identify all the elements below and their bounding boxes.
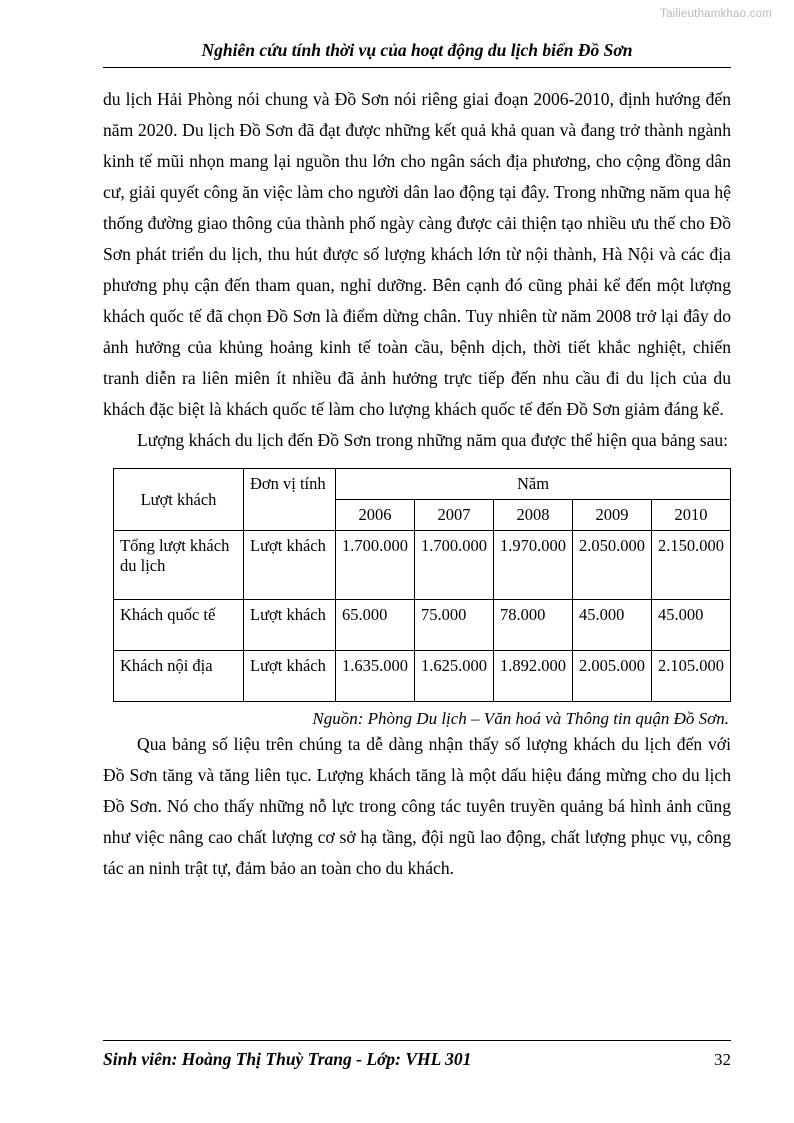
header-cell-category: Lượt khách — [114, 469, 244, 531]
header-cell-year-2006: 2006 — [336, 500, 415, 531]
header-cell-year-2007: 2007 — [415, 500, 494, 531]
table-row — [114, 531, 731, 600]
cell-international-2009: 45.000 — [573, 600, 652, 651]
cell-unit-total: Lượt khách — [244, 531, 336, 600]
cell-total-2007: 1.700.000 — [415, 531, 494, 600]
cell-domestic-2007: 1.625.000 — [415, 651, 494, 702]
cell-total-2008: 1.970.000 — [494, 531, 573, 600]
cell-international-2006: 65.000 — [336, 600, 415, 651]
table-row — [114, 651, 731, 702]
watermark-text: Tailieuthamkhao.com — [660, 8, 772, 20]
cell-international-2008: 78.000 — [494, 600, 573, 651]
table-row — [114, 600, 731, 651]
header-cell-year-2008: 2008 — [494, 500, 573, 531]
cell-international-2007: 75.000 — [415, 600, 494, 651]
header-cell-year-2009: 2009 — [573, 500, 652, 531]
page-content — [103, 40, 731, 884]
cell-total-2006: 1.700.000 — [336, 531, 415, 600]
header-cell-year-2010: 2010 — [652, 500, 731, 531]
cell-unit-international: Lượt khách — [244, 600, 336, 651]
header-divider — [103, 67, 731, 68]
table-header-row-1 — [114, 469, 731, 500]
footer-student-info: Sinh viên: Hoàng Thị Thuỳ Trang - Lớp: VHL 301 — [103, 1049, 472, 1069]
cell-domestic-2006: 1.635.000 — [336, 651, 415, 702]
cell-total-2010: 2.150.000 — [652, 531, 731, 600]
tourist-statistics-table-wrap — [113, 468, 731, 729]
running-header-title: Nghiên cứu tính thời vụ của hoạt động du lịch biển Đồ Sơn — [201, 40, 633, 60]
page-footer — [103, 1040, 731, 1070]
paragraph-analysis: Qua bảng số liệu trên chúng ta dễ dàng nhận thấy số lượng khách du lịch đến với Đồ Sơn tăng và tăng liên tục. Lượng khách tăng là một dấu hiệu đáng mừng cho du lịch Đồ Sơn. Nó cho thấy những nỗ lực trong công tác tuyên truyền quảng bá hình ảnh cũng như việc nâng cao chất lượng cơ sở hạ tầng, đội ngũ lao động, chất lượng phục vụ, công tác an ninh trật tự, đảm bảo an toàn cho du khách. — [103, 734, 731, 878]
header-cell-year-group: Năm — [336, 469, 731, 500]
cell-category-domestic: Khách nội địa — [114, 651, 244, 702]
header-cell-unit: Đơn vị tính — [244, 469, 336, 531]
cell-domestic-2010: 2.105.000 — [652, 651, 731, 702]
paragraph-table-lead: Lượng khách du lịch đến Đồ Sơn trong những năm qua được thể hiện qua bảng sau: — [137, 430, 729, 450]
paragraph-intro: du lịch Hải Phòng nói chung và Đồ Sơn nói riêng giai đoạn 2006-2010, định hướng đến năm 2020. Du lịch Đồ Sơn đã đạt được những kết quả khả quan và đang trở thành ngành kinh tế mũi nhọn mang lại nguồn thu lớn cho ngân sách địa phương, cho cộng đồng dân cư, giải quyết công ăn việc làm cho người dân lao động tại đây. Trong những năm qua hệ thống đường giao thông của thành phố ngày càng được cải thiện tạo nhiều ưu thế cho Đồ Sơn phát triển du lịch, thu hút được số lượng khách lớn từ nội thành, Hà Nội và các địa phương phụ cận đến tham quan, nghỉ dưỡng. Bên cạnh đó cũng phải kể đến một lượng khách quốc tế đã chọn Đồ Sơn là điểm dừng chân. Tuy nhiên từ năm 2008 trở lại đây do ảnh hưởng của khủng hoảng kinh tế toàn cầu, bệnh dịch, thời tiết khắc nghiệt, chiến tranh diễn ra liên miên ít nhiều đã ảnh hưởng trực tiếp đến nhu cầu đi du lịch của du khách đặc biệt là khách quốc tế làm cho lượng khách quốc tế đến Đồ Sơn giảm đáng kể. — [103, 89, 731, 419]
page-number: 32 — [714, 1050, 731, 1069]
table-source-note: Nguồn: Phòng Du lịch – Văn hoá và Thông tin quận Đồ Sơn. — [312, 709, 729, 728]
tourist-statistics-table — [113, 468, 731, 702]
footer-divider — [103, 1040, 731, 1041]
cell-category-total: Tổng lượt khách du lịch — [114, 531, 244, 600]
cell-domestic-2008: 1.892.000 — [494, 651, 573, 702]
cell-international-2010: 45.000 — [652, 600, 731, 651]
cell-total-2009: 2.050.000 — [573, 531, 652, 600]
cell-category-international: Khách quốc tế — [114, 600, 244, 651]
cell-unit-domestic: Lượt khách — [244, 651, 336, 702]
cell-domestic-2009: 2.005.000 — [573, 651, 652, 702]
